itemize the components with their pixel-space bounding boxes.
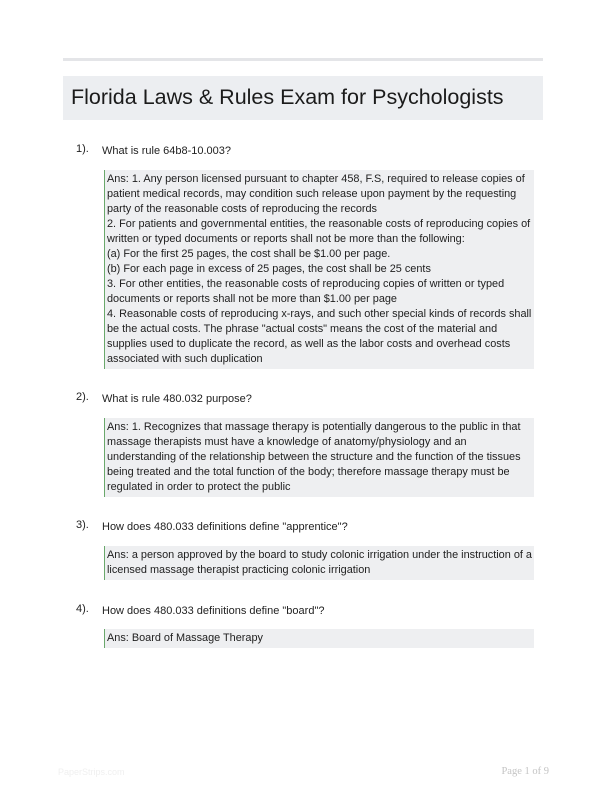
question-number: 3). xyxy=(76,519,89,531)
watermark-text: PaperStrips.com xyxy=(58,767,125,777)
answer-line: Ans: a person approved by the board to study colonic irrigation under the instruction of a xyxy=(107,549,532,561)
answer-line: Ans: Board of Massage Therapy xyxy=(107,632,263,644)
answer-line: (b) For each page in excess of 25 pages, the cost shall be 25 cents xyxy=(107,263,431,275)
answer-line: supplies used to duplicate the record, as well as the labor costs and overhead costs xyxy=(107,338,511,350)
question-text: What is rule 64b8-10.003? xyxy=(102,145,232,157)
document-title: Florida Laws & Rules Exam for Psychologists xyxy=(71,85,504,109)
question-text: What is rule 480.032 purpose? xyxy=(102,393,252,405)
answer-line: party of the reasonable costs of reproducing the records xyxy=(107,203,378,215)
answer-box xyxy=(104,629,534,648)
answer-box xyxy=(104,546,534,580)
answer-line: regulated in order to protect the public xyxy=(107,481,291,493)
answer-box xyxy=(104,170,534,369)
answer-line: being treated and the total function of the body; therefore massage therapy must be xyxy=(107,466,510,478)
answer-line: written or typed documents or reports shall not be more than the following: xyxy=(107,233,465,245)
answer-line: licensed massage therapist practicing colonic irrigation xyxy=(107,564,371,576)
question-number: 2). xyxy=(76,391,89,403)
answer-line: 4. Reasonable costs of reproducing x-rays, and such other special kinds of records shall xyxy=(107,308,532,320)
page-number: Page 1 of 9 xyxy=(501,766,549,777)
answer-line: patient medical records, may condition such release upon payment by the requesting xyxy=(107,188,517,200)
question-text: How does 480.033 definitions define "board"? xyxy=(102,605,325,617)
answer-box xyxy=(104,418,534,497)
answer-line: 3. For other entities, the reasonable costs of reproducing copies of written or typed xyxy=(107,278,505,290)
answer-line: associated with such duplication xyxy=(107,353,263,365)
answer-line: Ans: 1. Any person licensed pursuant to chapter 458, F.S, required to release copies of xyxy=(107,173,525,185)
answer-line: massage therapists must have a knowledge of anatomy/physiology and an xyxy=(107,436,467,448)
answer-line: Ans: 1. Recognizes that massage therapy is potentially dangerous to the public in that xyxy=(107,421,521,433)
question-text: How does 480.033 definitions define "apprentice"? xyxy=(102,521,348,533)
question-number: 4). xyxy=(76,603,89,615)
question-number: 1). xyxy=(76,143,89,155)
answer-line: understanding of the relationship between the structure and the function of the tissues xyxy=(107,451,521,463)
answer-line: (a) For the first 25 pages, the cost shall be $1.00 per page. xyxy=(107,248,391,260)
title-banner xyxy=(63,76,543,120)
answer-line: documents or reports shall not be more than $1.00 per page xyxy=(107,293,397,305)
answer-line: be the actual costs. The phrase "actual costs" means the cost of the material and xyxy=(107,323,498,335)
answer-line: 2. For patients and governmental entities, the reasonable costs of reproducing copies of xyxy=(107,218,531,230)
top-divider xyxy=(63,58,543,61)
